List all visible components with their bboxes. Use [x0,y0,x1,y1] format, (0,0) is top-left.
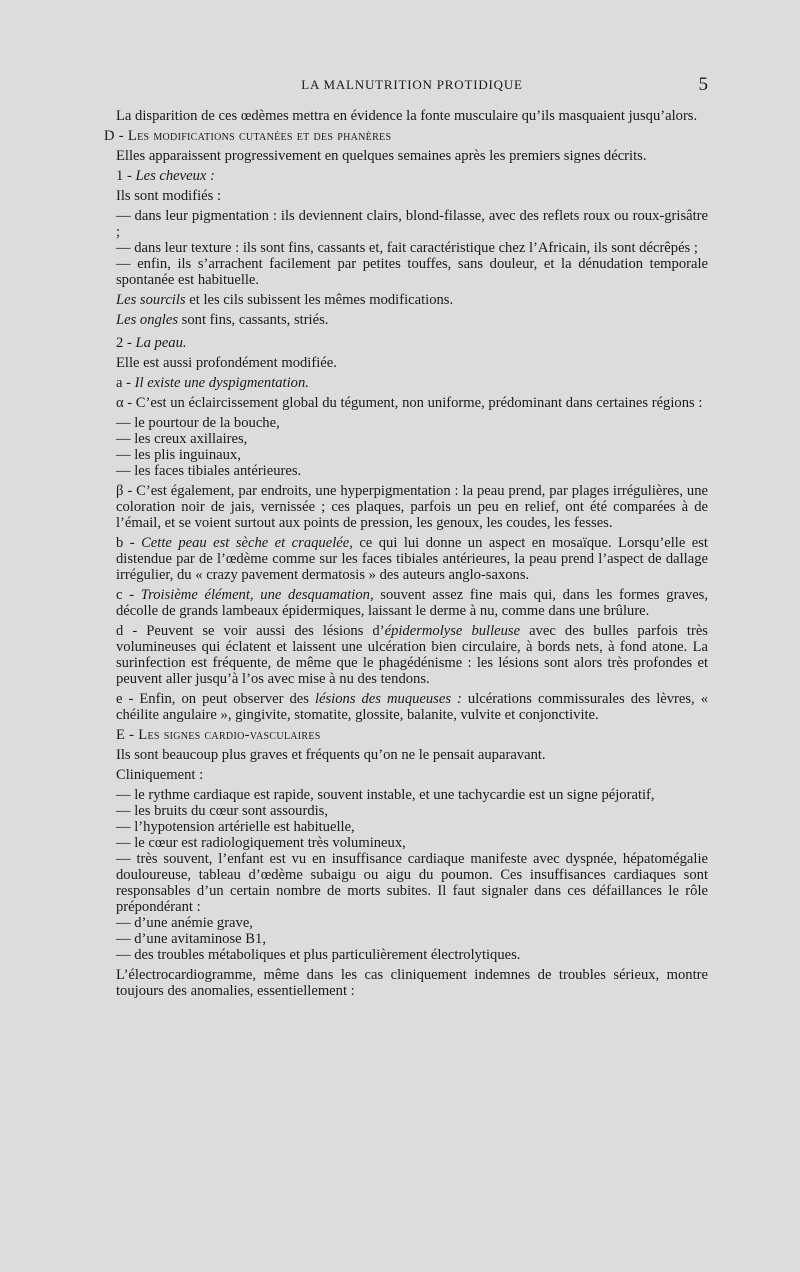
list-item: — le cœur est radiologiquement très volumineux, [116,835,406,851]
paragraph-text: ulcérations commissurales des lèvres, « chéilite angulaire », gingivite, stomatite, glossite, balanite, vulvite et conjonctivite. [116,691,708,723]
item-number: c - [116,587,141,603]
paragraph: Cliniquement : [116,767,204,783]
running-title: LA MALNUTRITION PROTIDIQUE [301,77,523,92]
item-number: b - [116,535,142,551]
list-item: — les plis inguinaux, [116,447,241,463]
paragraph-text: d - Peuvent se voir aussi des lésions d’ [116,623,385,639]
list-item: — dans leur texture : ils sont fins, cassants et, fait caractéristique chez l’Africain, ils sont décrêpés ; [116,240,698,256]
list-item: — les faces tibiales antérieures. [116,463,302,479]
emphasis: Cette peau est sèche et craquelée, [141,535,353,551]
paragraph: L’électrocardiogramme, même dans les cas cliniquement indemnes de troubles sérieux, montre toujours des anomalies, essentiellement : [116,967,708,999]
paragraph-text: La disparition de ces œdèmes mettra en évidence la fonte musculaire qu’ils masquaient jusqu’alors. [116,108,698,124]
page-header [116,74,708,98]
paragraph-text: avec des bulles parfois très volumineuses qui éclatent et laissent une ulcération bien circulaire, à bords nets, à fond atone. La surinfection est fréquente, de même que le phagédénisme : les lésions sont alors très profondes et peuvent aller jusqu’à l’os avec mise à nu des tendons. [116,623,708,687]
paragraph-e [116,691,708,723]
paragraph-text: ce qui lui donne un aspect en mosaïque. Lorsqu’elle est distendue par de l’œdème comme sur les faces tibiales antérieures, la peau prend l’aspect de dallage irrégulier, du « crazy pavement dermatosis » des auteurs anglo-saxons. [116,535,708,583]
list-item: — très souvent, l’enfant est vu en insuffisance cardiaque manifeste avec dyspnée, hépatomégalie douloureuse, tableau d’œdème subaigu ou aigu du poumon. Ces insuffisances cardiaques sont responsables d’un certain nombre de morts subites. Il faut signaler dans ces défaillances le rôle prépondérant : [116,851,708,915]
emphasis: Les sourcils [116,292,186,308]
paragraph-text: e - Enfin, on peut observer des [116,691,315,707]
paragraph: Elles apparaissent progressivement en quelques semaines après les premiers signes décrits. [116,148,647,164]
subheading-dyspigmentation [116,375,708,391]
subheading-title: Les cheveux : [135,168,215,184]
list-item: — l’hypotension artérielle est habituelle, [116,819,355,835]
subheading-number: 1 - [116,168,136,184]
subheading-title: La peau. [135,335,187,351]
subheading-number: a - [116,375,135,391]
paragraph [116,108,708,124]
paragraph: Ils sont modifiés : [116,188,221,204]
page-number: 5 [698,74,708,95]
section-heading-d: D - Les modifications cutanées et des phanères [104,128,392,144]
subheading-cheveux [116,168,708,184]
paragraph-text: et les cils subissent les mêmes modifications. [185,292,454,308]
list-item: — d’une anémie grave, [116,915,253,931]
paragraph-ongles [116,312,708,328]
emphasis: lésions des muqueuses : [314,691,462,707]
section-heading-e: E - Les signes cardio-vasculaires [116,727,321,743]
paragraph-b [116,535,708,583]
emphasis: Les ongles [116,312,179,328]
paragraph-c [116,587,708,619]
list-item: — le pourtour de la bouche, [116,415,280,431]
list-item: — enfin, ils s’arrachent facilement par petites touffes, sans douleur, et la dénudation temporale spontanée est habituelle. [116,256,708,288]
paragraph-d [116,623,708,687]
list-item: — les bruits du cœur sont assourdis, [116,803,329,819]
paragraph-sourcils [116,292,708,308]
subheading-number: 2 - [116,335,136,351]
emphasis: épidermolyse bulleuse [384,623,521,639]
emphasis: Troisième élément, une desquamation, [140,587,374,603]
paragraph-text: souvent assez fine mais qui, dans les formes graves, décolle de grands lambeaux épidermiques, laissant le derme à nu, comme dans une brûlure. [116,587,709,619]
paragraph-beta: β - C’est également, par endroits, une hyperpigmentation : la peau prend, par plages irrégulières, une coloration noir de jais, vernissée ; ces plaques, parfois un peu en relief, ont été comparées à de l’émail, et se voient surtout aux points de pression, les genoux, les coudes, les fesses. [116,483,708,531]
paragraph: Elle est aussi profondément modifiée. [116,355,337,371]
paragraph: Ils sont beaucoup plus graves et fréquents qu’on ne le pensait auparavant. [116,747,546,763]
list-item: — les creux axillaires, [116,431,248,447]
paragraph-alpha: α - C’est un éclaircissement global du tégument, non uniforme, prédominant dans certaines régions : [116,395,703,411]
subheading-peau [116,335,708,351]
list-item: — dans leur pigmentation : ils deviennent clairs, blond-filasse, avec des reflets roux ou roux-grisâtre ; [116,208,708,240]
body-text [104,108,709,1003]
list-item: — des troubles métaboliques et plus particulièrement électrolytiques. [116,947,521,963]
subheading-title: Il existe une dyspigmentation. [134,375,309,391]
list-item: — d’une avitaminose B1, [116,931,266,947]
list-item: — le rythme cardiaque est rapide, souvent instable, et une tachycardie est un signe péjoratif, [116,787,655,803]
paragraph-text: sont fins, cassants, striés. [178,312,329,328]
